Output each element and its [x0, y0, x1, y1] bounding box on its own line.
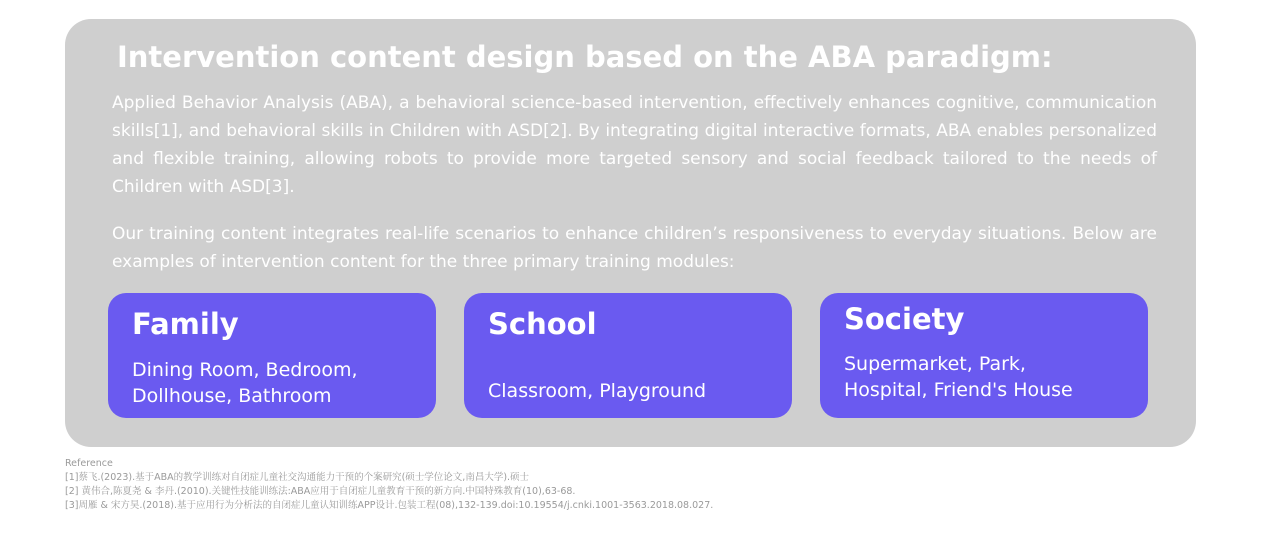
module-card-school [464, 293, 792, 418]
module-scenes-line: Dining Room, Bedroom, [132, 359, 358, 381]
page-title: Intervention content design based on the ABA paradigm: [117, 40, 1053, 74]
module-scenes-line: Classroom, Playground [488, 380, 707, 402]
references-heading: Reference [65, 458, 113, 469]
module-scenes-line: Dollhouse, Bathroom [132, 385, 332, 407]
reference-item: [3]周雁 & 宋方昊.(2018).基于应用行为分析法的自闭症儿童认知训练APP设计.包装工程(08),132-139.doi:10.19554/j.cnki.1001-3563.2018.08.027. [65, 500, 714, 511]
reference-item: [2] 黄伟合,陈夏尧 & 李丹.(2010).关键性技能训练法:ABA应用于自闭症儿童教育干预的新方向.中国特殊教育(10),63-68. [65, 486, 576, 497]
module-scenes [488, 378, 778, 404]
module-scenes [132, 357, 422, 409]
intro-paragraph: Applied Behavior Analysis (ABA), a behavioral science-based intervention, effectively enhances cognitive, communication skills[1], and behavioral skills in Children with ASD[2]. By integrating digital interactive formats, ABA enables personalized and flexible training, allowing robots to provide more targeted sensory and social feedback tailored to the needs of Children with ASD[3]. [112, 93, 1157, 197]
module-scenes [844, 351, 1134, 403]
reference-item: [1]蔡飞.(2023).基于ABA的教学训练对自闭症儿童社交沟通能力干预的个案研究(硕士学位论文,南昌大学).硕士 [65, 472, 530, 483]
module-scenes-line: Supermarket, Park, [844, 353, 1026, 375]
module-title: Family [132, 307, 239, 341]
module-card-family [108, 293, 436, 418]
module-title: School [488, 307, 597, 341]
module-scenes-line: Hospital, Friend's House [844, 379, 1073, 401]
module-title: Society [844, 302, 965, 336]
module-card-society [820, 293, 1148, 418]
training-paragraph: Our training content integrates real-life scenarios to enhance children’s responsiveness to everyday situations. Below are examples of intervention content for the three primary training modules: [112, 224, 1157, 272]
references [65, 457, 713, 513]
